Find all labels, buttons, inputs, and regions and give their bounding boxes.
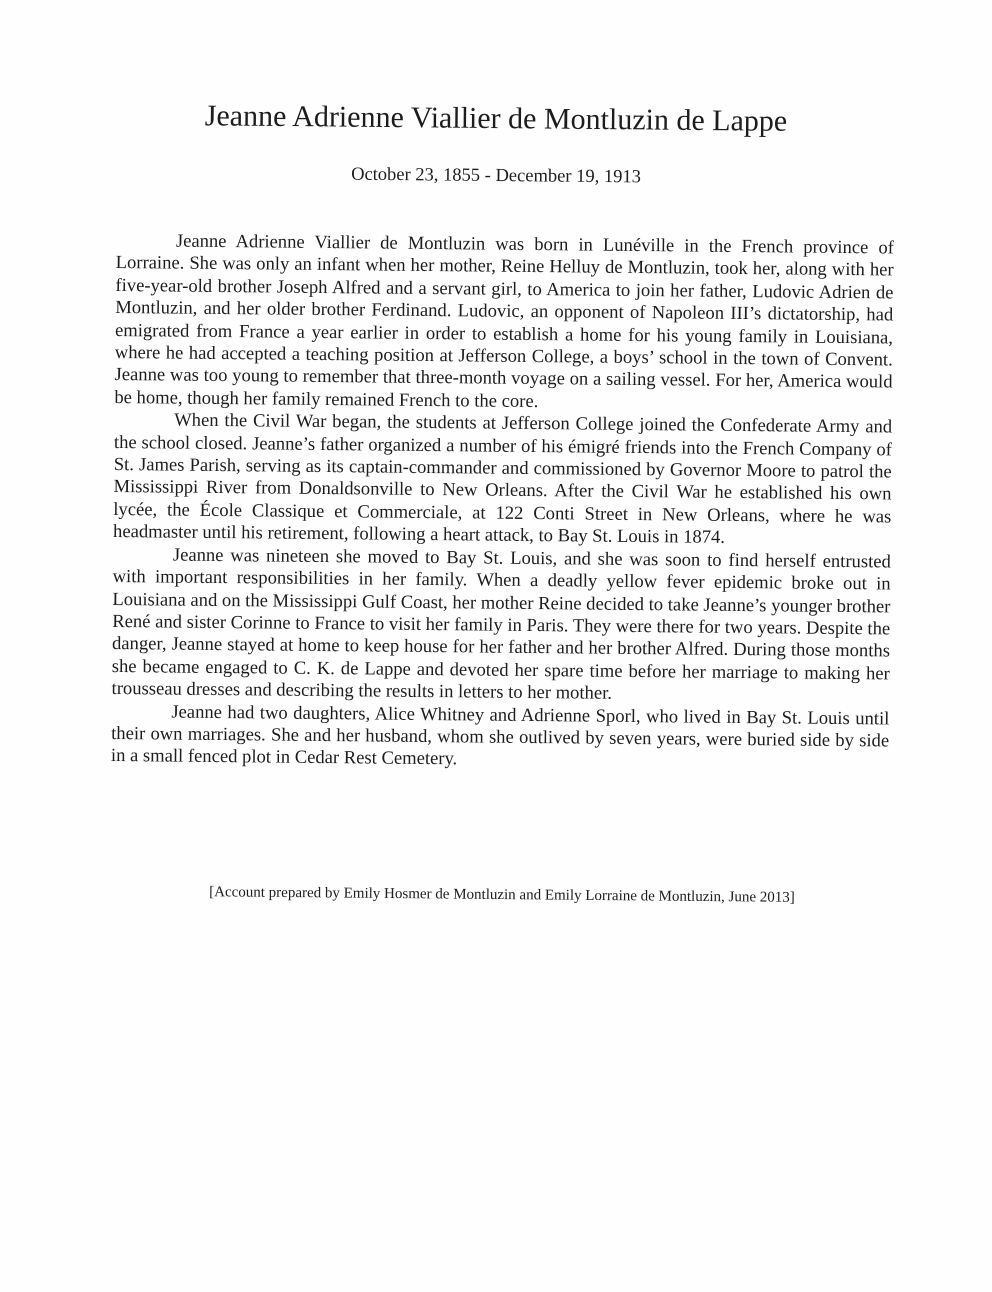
biography-body	[111, 230, 894, 775]
paragraph-bay-st-louis: Jeanne was nineteen she moved to Bay St. Louis, and she was soon to find herself entrusted with important responsibilities in her family. When a deadly yellow fever epidemic broke out in Louisiana and on the Mississippi Gulf Coast, her mother Reine decided to take Jeanne’s younger brother René and sister Corinne to France to visit her family in Paris. They were there for two years. Despite the danger, Jeanne stayed at home to keep house for her father and her brother Alfred. During those months she became engaged to C. K. de Lappe and devoted her spare time before her marriage to making her trousseau dresses and describing the results in letters to her mother.	[111, 544, 891, 704]
paragraph-birth-and-emigration: Jeanne Adrienne Viallier de Montluzin was born in Lunéville in the French province of Lorraine. She was only an infant when her mother, Reine Helluy de Montluzin, took her, along with her five-year-old brother Joseph Alfred and a servant girl, to America to join her father, Ludovic Adrien de Montluzin, and her older brother Ferdinand. Ludovic, an opponent of Napoleon III’s dictatorship, had emigrated from France a year earlier in order to establish a home for his young family in Louisiana, where he had accepted a teaching position at Jefferson College, a boys’ school in the town of Convent. Jeanne was too young to remember that three-month voyage on a sailing vessel. For her, America would be home, though her family remained French to the core.	[114, 230, 894, 412]
paragraph-family-and-burial: Jeanne had two daughters, Alice Whitney and Adrienne Sporl, who lived in Bay St. Louis until their own marriages. She and her husband, whom she outlived by seven years, were buried side by side in a small fenced plot in Cedar Rest Cemetery.	[110, 701, 890, 770]
document-title: Jeanne Adrienne Viallier de Montluzin de Lappe	[204, 99, 788, 138]
paragraph-civil-war: When the Civil War began, the students at Jefferson College joined the Confederate Army and the school closed. Jeanne’s father organized a number of his émigré friends into the French Company of St. James Parish, serving as its captain-commander and commissioned by Governor Moore to patrol the Mississippi River from Donaldsonville to New Orleans. After the Civil War he established his own lycée, the École Classique et Commerciale, at 122 Conti Street in New Orleans, where he was headmaster until his retirement, following a heart attack, to Bay St. Louis in 1874.	[113, 409, 893, 549]
life-dates: October 23, 1855 - December 19, 1913	[351, 164, 641, 188]
attribution-note: [Account prepared by Emily Hosmer de Montluzin and Emily Lorraine de Montluzin, June 2013]	[209, 884, 795, 906]
